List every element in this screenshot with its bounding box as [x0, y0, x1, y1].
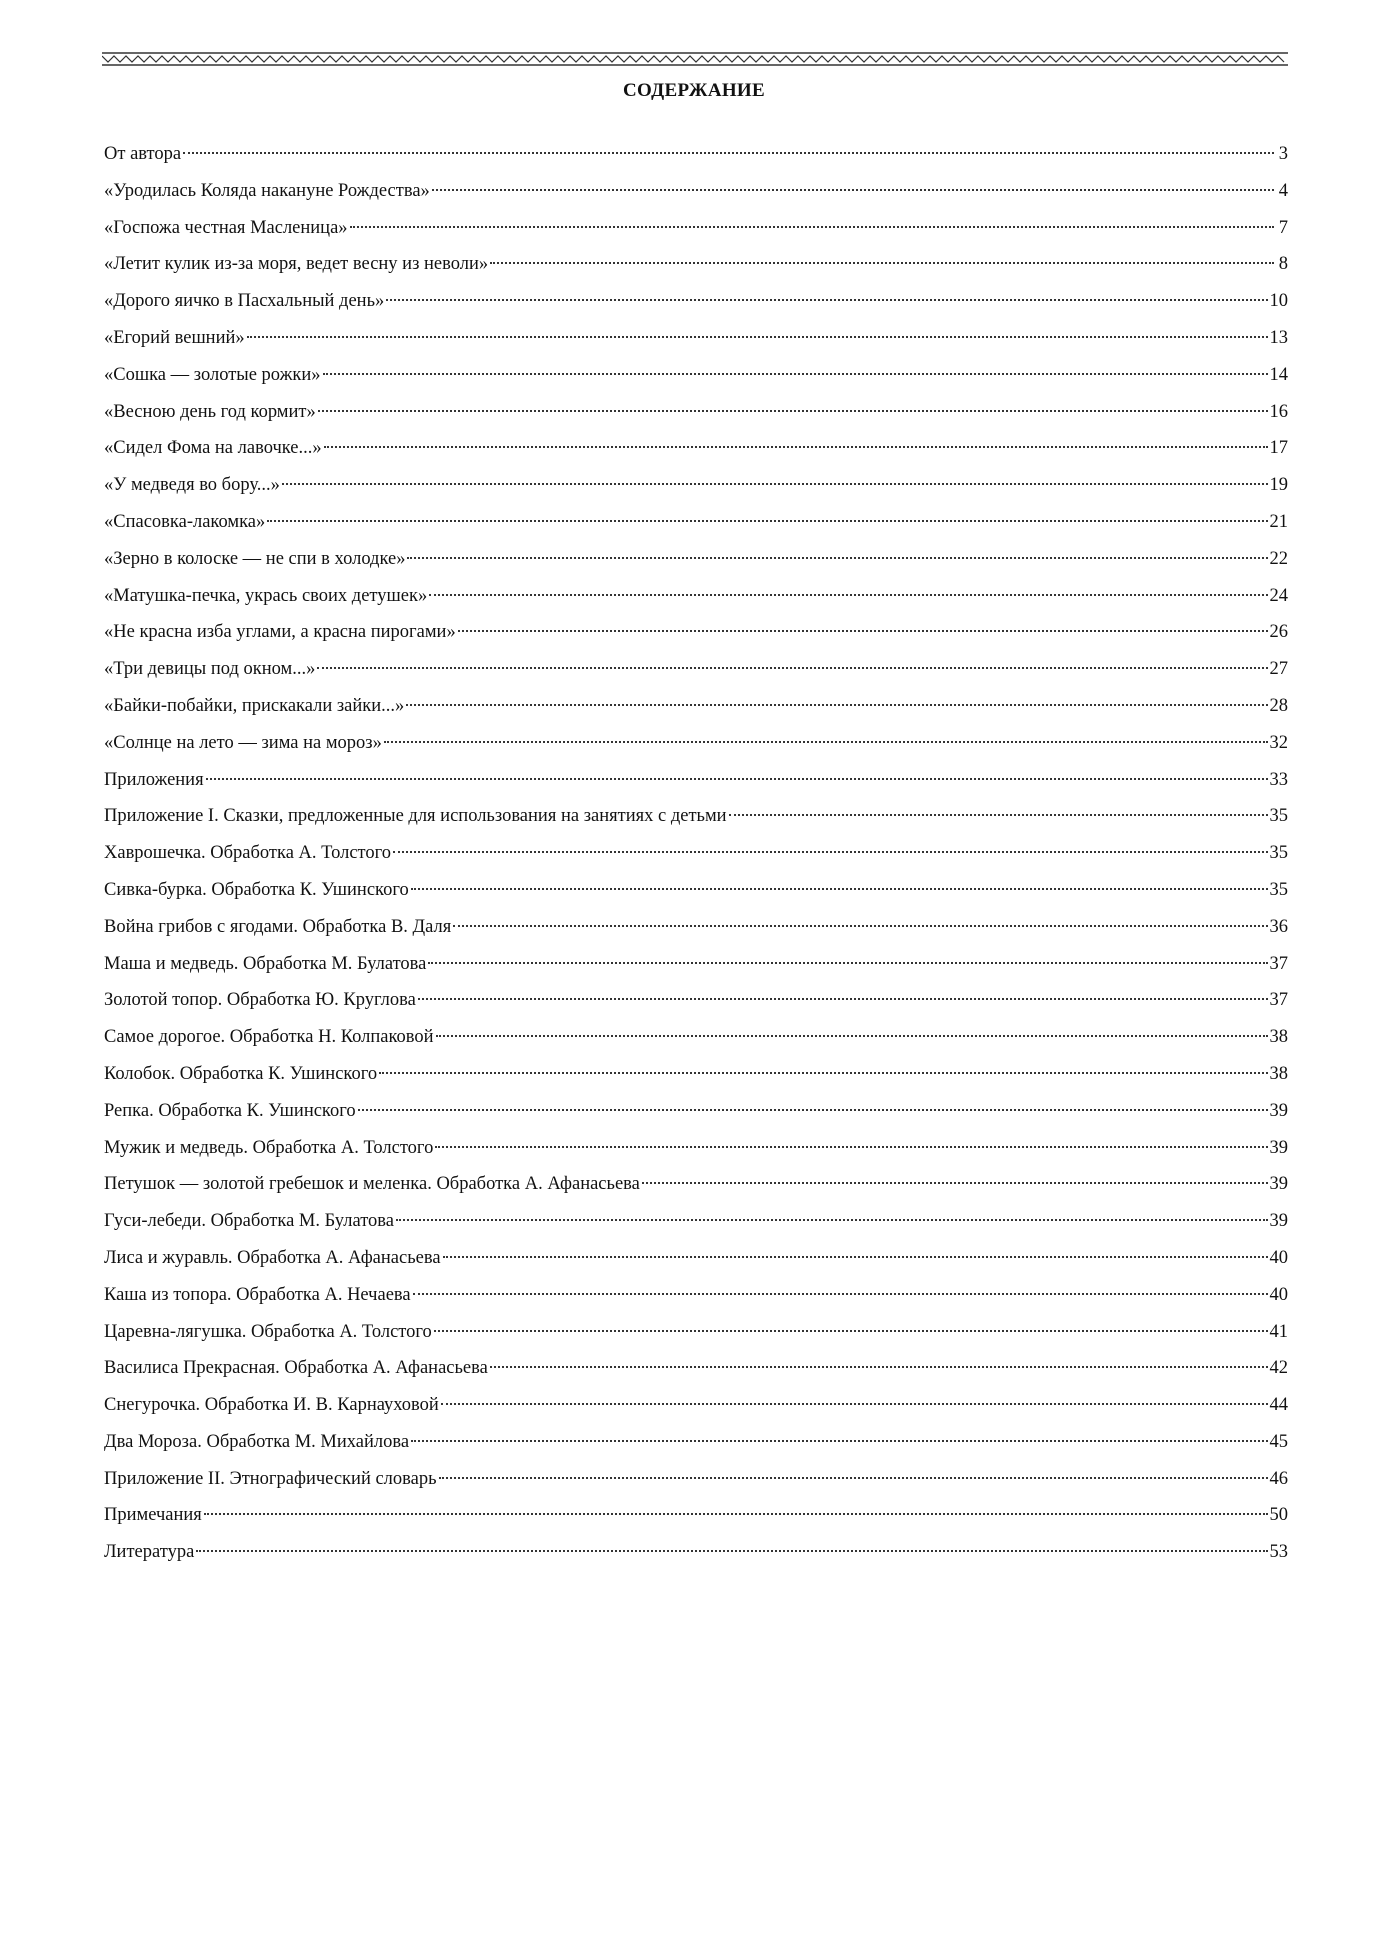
dot-leader: [429, 594, 1267, 596]
dot-leader: [379, 1072, 1267, 1074]
dot-leader: [196, 1550, 1267, 1552]
toc-entry: [104, 547, 1288, 584]
toc-entry: [104, 657, 1288, 694]
toc-entry-title: «Летит кулик из-за моря, ведет весну из неволи»: [104, 254, 489, 275]
toc-entry: [104, 584, 1288, 621]
toc-entry-page-number: 41: [1269, 1321, 1288, 1342]
dot-leader: [407, 557, 1267, 559]
toc-entry-title: Самое дорогое. Обработка Н. Колпаковой: [104, 1027, 434, 1048]
toc-entry-page-number: 16: [1269, 401, 1288, 422]
toc-entry: [104, 1209, 1288, 1246]
toc-entry: [104, 768, 1288, 805]
toc-entry: [104, 1099, 1288, 1136]
toc-entry-page-number: 37: [1269, 953, 1288, 974]
toc-entry-title: Золотой топор. Обработка Ю. Круглова: [104, 990, 416, 1011]
dot-leader: [441, 1403, 1268, 1405]
toc-entry-title: Василиса Прекрасная. Обработка А. Афанасьева: [104, 1358, 488, 1379]
toc-entry-title: Гуси-лебеди. Обработка М. Булатова: [104, 1211, 394, 1232]
toc-entry-title: «Спасовка-лакомка»: [104, 511, 266, 532]
toc-entry-page-number: 46: [1269, 1468, 1288, 1489]
toc-entry: [104, 1283, 1288, 1320]
dot-leader: [453, 925, 1267, 927]
dot-leader: [434, 1330, 1268, 1332]
dot-leader: [432, 189, 1274, 191]
toc-entry: [104, 179, 1288, 216]
toc-entry-title: Приложения: [104, 769, 204, 790]
dot-leader: [318, 410, 1268, 412]
page-title: СОДЕРЖАНИЕ: [623, 80, 765, 101]
toc-entry: [104, 400, 1288, 437]
toc-entry-title: «Зерно в колоске — не спи в холодке»: [104, 548, 406, 569]
toc-entry-title: Литература: [104, 1542, 195, 1563]
dot-leader: [642, 1182, 1268, 1184]
toc-entry-title: «Сошка — золотые рожки»: [104, 364, 321, 385]
toc-entry-title: Репка. Обработка К. Ушинского: [104, 1100, 356, 1121]
toc-entry: [104, 1246, 1288, 1283]
toc-entry: [104, 1540, 1288, 1577]
toc-entry-title: «Егорий вешний»: [104, 327, 245, 348]
dot-leader: [729, 814, 1268, 816]
toc-entry-page-number: 50: [1269, 1505, 1288, 1526]
toc-entry-title: Лиса и журавль. Обработка А. Афанасьева: [104, 1247, 441, 1268]
toc-entry-page-number: 37: [1269, 990, 1288, 1011]
dot-leader: [458, 630, 1268, 632]
toc-entry-page-number: 53: [1269, 1542, 1288, 1563]
toc-entry-page-number: 42: [1269, 1358, 1288, 1379]
toc-entry: [104, 142, 1288, 179]
toc-entry-title: Война грибов с ягодами. Обработка В. Даля: [104, 916, 452, 937]
toc-entry-page-number: 33: [1269, 769, 1288, 790]
dot-leader: [406, 704, 1267, 706]
toc-entry: [104, 1062, 1288, 1099]
toc-entry: [104, 1172, 1288, 1209]
toc-entry-page-number: 24: [1269, 585, 1288, 606]
toc-entry-title: Мужик и медведь. Обработка А. Толстого: [104, 1137, 434, 1158]
toc-entry: [104, 252, 1288, 289]
toc-entry-page-number: 28: [1269, 695, 1288, 716]
toc-entry-title: «Весною день год кормит»: [104, 401, 316, 422]
toc-entry-page-number: 32: [1269, 732, 1288, 753]
toc-entry-page-number: 19: [1269, 475, 1288, 496]
toc-entry: [104, 1503, 1288, 1540]
toc-entry: [104, 1467, 1288, 1504]
toc-entry-page-number: 4: [1278, 180, 1288, 201]
dot-leader: [490, 262, 1274, 264]
toc-entry-title: Примечания: [104, 1505, 202, 1526]
toc-entry: [104, 988, 1288, 1025]
toc-entry-title: «У медведя во бору...»: [104, 475, 280, 496]
toc-entry-page-number: 45: [1269, 1431, 1288, 1452]
toc-entry-page-number: 39: [1269, 1137, 1288, 1158]
dot-leader: [418, 998, 1268, 1000]
toc-entry-title: От автора: [104, 144, 182, 164]
toc-entry-page-number: 8: [1278, 254, 1288, 275]
dot-leader: [267, 520, 1267, 522]
toc-entry: [104, 510, 1288, 547]
toc-entry: [104, 1136, 1288, 1173]
dot-leader: [183, 152, 1274, 154]
toc-entry-title: Петушок — золотой гребешок и меленка. Обработка А. Афанасьева: [104, 1174, 640, 1195]
toc-entry-page-number: 14: [1269, 364, 1288, 385]
toc-entry: [104, 473, 1288, 510]
toc-entry-page-number: 39: [1269, 1174, 1288, 1195]
dot-leader: [439, 1477, 1268, 1479]
dot-leader: [358, 1109, 1268, 1111]
toc-entry-title: Каша из топора. Обработка А. Нечаева: [104, 1284, 411, 1305]
toc-entry-title: Сивка-бурка. Обработка К. Ушинского: [104, 879, 409, 900]
toc-entry: [104, 841, 1288, 878]
toc-entry-title: Приложение II. Этнографический словарь: [104, 1468, 437, 1489]
toc-entry-title: «Байки-побайки, прискакали зайки...»: [104, 695, 405, 716]
toc-entry: [104, 436, 1288, 473]
dot-leader: [435, 1146, 1267, 1148]
toc-entry: [104, 216, 1288, 253]
toc-entry-page-number: 39: [1269, 1100, 1288, 1121]
toc-entry-page-number: 17: [1269, 438, 1288, 459]
toc-entry-title: «Не красна изба углами, а красна пирогами»: [104, 622, 456, 643]
dot-leader: [323, 373, 1268, 375]
dot-leader: [393, 851, 1268, 853]
toc-entry-title: «Дорого яичко в Пасхальный день»: [104, 291, 385, 312]
toc-entry-page-number: 38: [1269, 1063, 1288, 1084]
toc-entry-page-number: 35: [1269, 806, 1288, 827]
dot-leader: [206, 778, 1268, 780]
toc-entry-page-number: 10: [1269, 291, 1288, 312]
toc-entry-title: Колобок. Обработка К. Ушинского: [104, 1063, 378, 1084]
toc-entry: [104, 878, 1288, 915]
toc-entry: [104, 952, 1288, 989]
toc-entry-title: «Солнце на лето — зима на мороз»: [104, 732, 382, 753]
dot-leader: [411, 1440, 1267, 1442]
toc-entry: [104, 326, 1288, 363]
dot-leader: [317, 667, 1267, 669]
dot-leader: [428, 962, 1267, 964]
toc-entry-page-number: 40: [1269, 1284, 1288, 1305]
toc-entry-title: Маша и медведь. Обработка М. Булатова: [104, 953, 427, 974]
toc-entry: [104, 1393, 1288, 1430]
toc-entry-title: Хаврошечка. Обработка А. Толстого: [104, 843, 391, 864]
toc-entry-page-number: 36: [1269, 916, 1288, 937]
toc-entry-title: «Три девицы под окном...»: [104, 659, 316, 680]
dot-leader: [396, 1219, 1268, 1221]
toc-entry: [104, 620, 1288, 657]
dot-leader: [204, 1513, 1268, 1515]
toc-entry-title: «Уродилась Коляда накануне Рождества»: [104, 180, 430, 201]
dot-leader: [324, 446, 1268, 448]
dot-leader: [443, 1256, 1268, 1258]
dot-leader: [436, 1035, 1268, 1037]
toc-entry: [104, 1356, 1288, 1393]
header-ornament-border: [102, 52, 1288, 66]
toc-entry-page-number: 44: [1269, 1395, 1288, 1416]
toc-entry-title: Снегурочка. Обработка И. В. Карнауховой: [104, 1395, 439, 1416]
toc-entry-title: Два Мороза. Обработка М. Михайлова: [104, 1431, 410, 1452]
toc-entry-page-number: 26: [1269, 622, 1288, 643]
toc-entry-page-number: 38: [1269, 1027, 1288, 1048]
toc-entry-title: Приложение I. Сказки, предложенные для использования на занятиях с детьми: [104, 806, 727, 827]
toc-entry-title: «Матушка-печка, укрась своих детушек»: [104, 585, 428, 606]
toc-entry-title: «Госпожа честная Масленица»: [104, 217, 348, 238]
toc-entry-page-number: 39: [1269, 1211, 1288, 1232]
dot-leader: [386, 299, 1267, 301]
dot-leader: [490, 1366, 1268, 1368]
toc-entry: [104, 1025, 1288, 1062]
toc-entry-title: Царевна-лягушка. Обработка А. Толстого: [104, 1321, 432, 1342]
toc-entry-page-number: 3: [1278, 144, 1288, 164]
toc-entry: [104, 1430, 1288, 1467]
table-of-contents: [104, 142, 1288, 1577]
toc-entry: [104, 804, 1288, 841]
toc-entry-page-number: 35: [1269, 879, 1288, 900]
toc-entry-page-number: 22: [1269, 548, 1288, 569]
toc-entry-page-number: 40: [1269, 1247, 1288, 1268]
toc-entry: [104, 289, 1288, 326]
dot-leader: [384, 741, 1268, 743]
toc-entry-page-number: 35: [1269, 843, 1288, 864]
toc-entry: [104, 915, 1288, 952]
toc-entry: [104, 694, 1288, 731]
toc-entry: [104, 363, 1288, 400]
dot-leader: [411, 888, 1268, 890]
dot-leader: [350, 226, 1274, 228]
toc-entry-page-number: 13: [1269, 327, 1288, 348]
toc-entry: [104, 731, 1288, 768]
toc-entry-page-number: 21: [1269, 511, 1288, 532]
toc-entry: [104, 1320, 1288, 1357]
dot-leader: [247, 336, 1268, 338]
toc-entry-page-number: 7: [1278, 217, 1288, 238]
dot-leader: [282, 483, 1268, 485]
toc-entry-page-number: 27: [1269, 659, 1288, 680]
toc-entry-title: «Сидел Фома на лавочке...»: [104, 438, 322, 459]
dot-leader: [413, 1293, 1268, 1295]
